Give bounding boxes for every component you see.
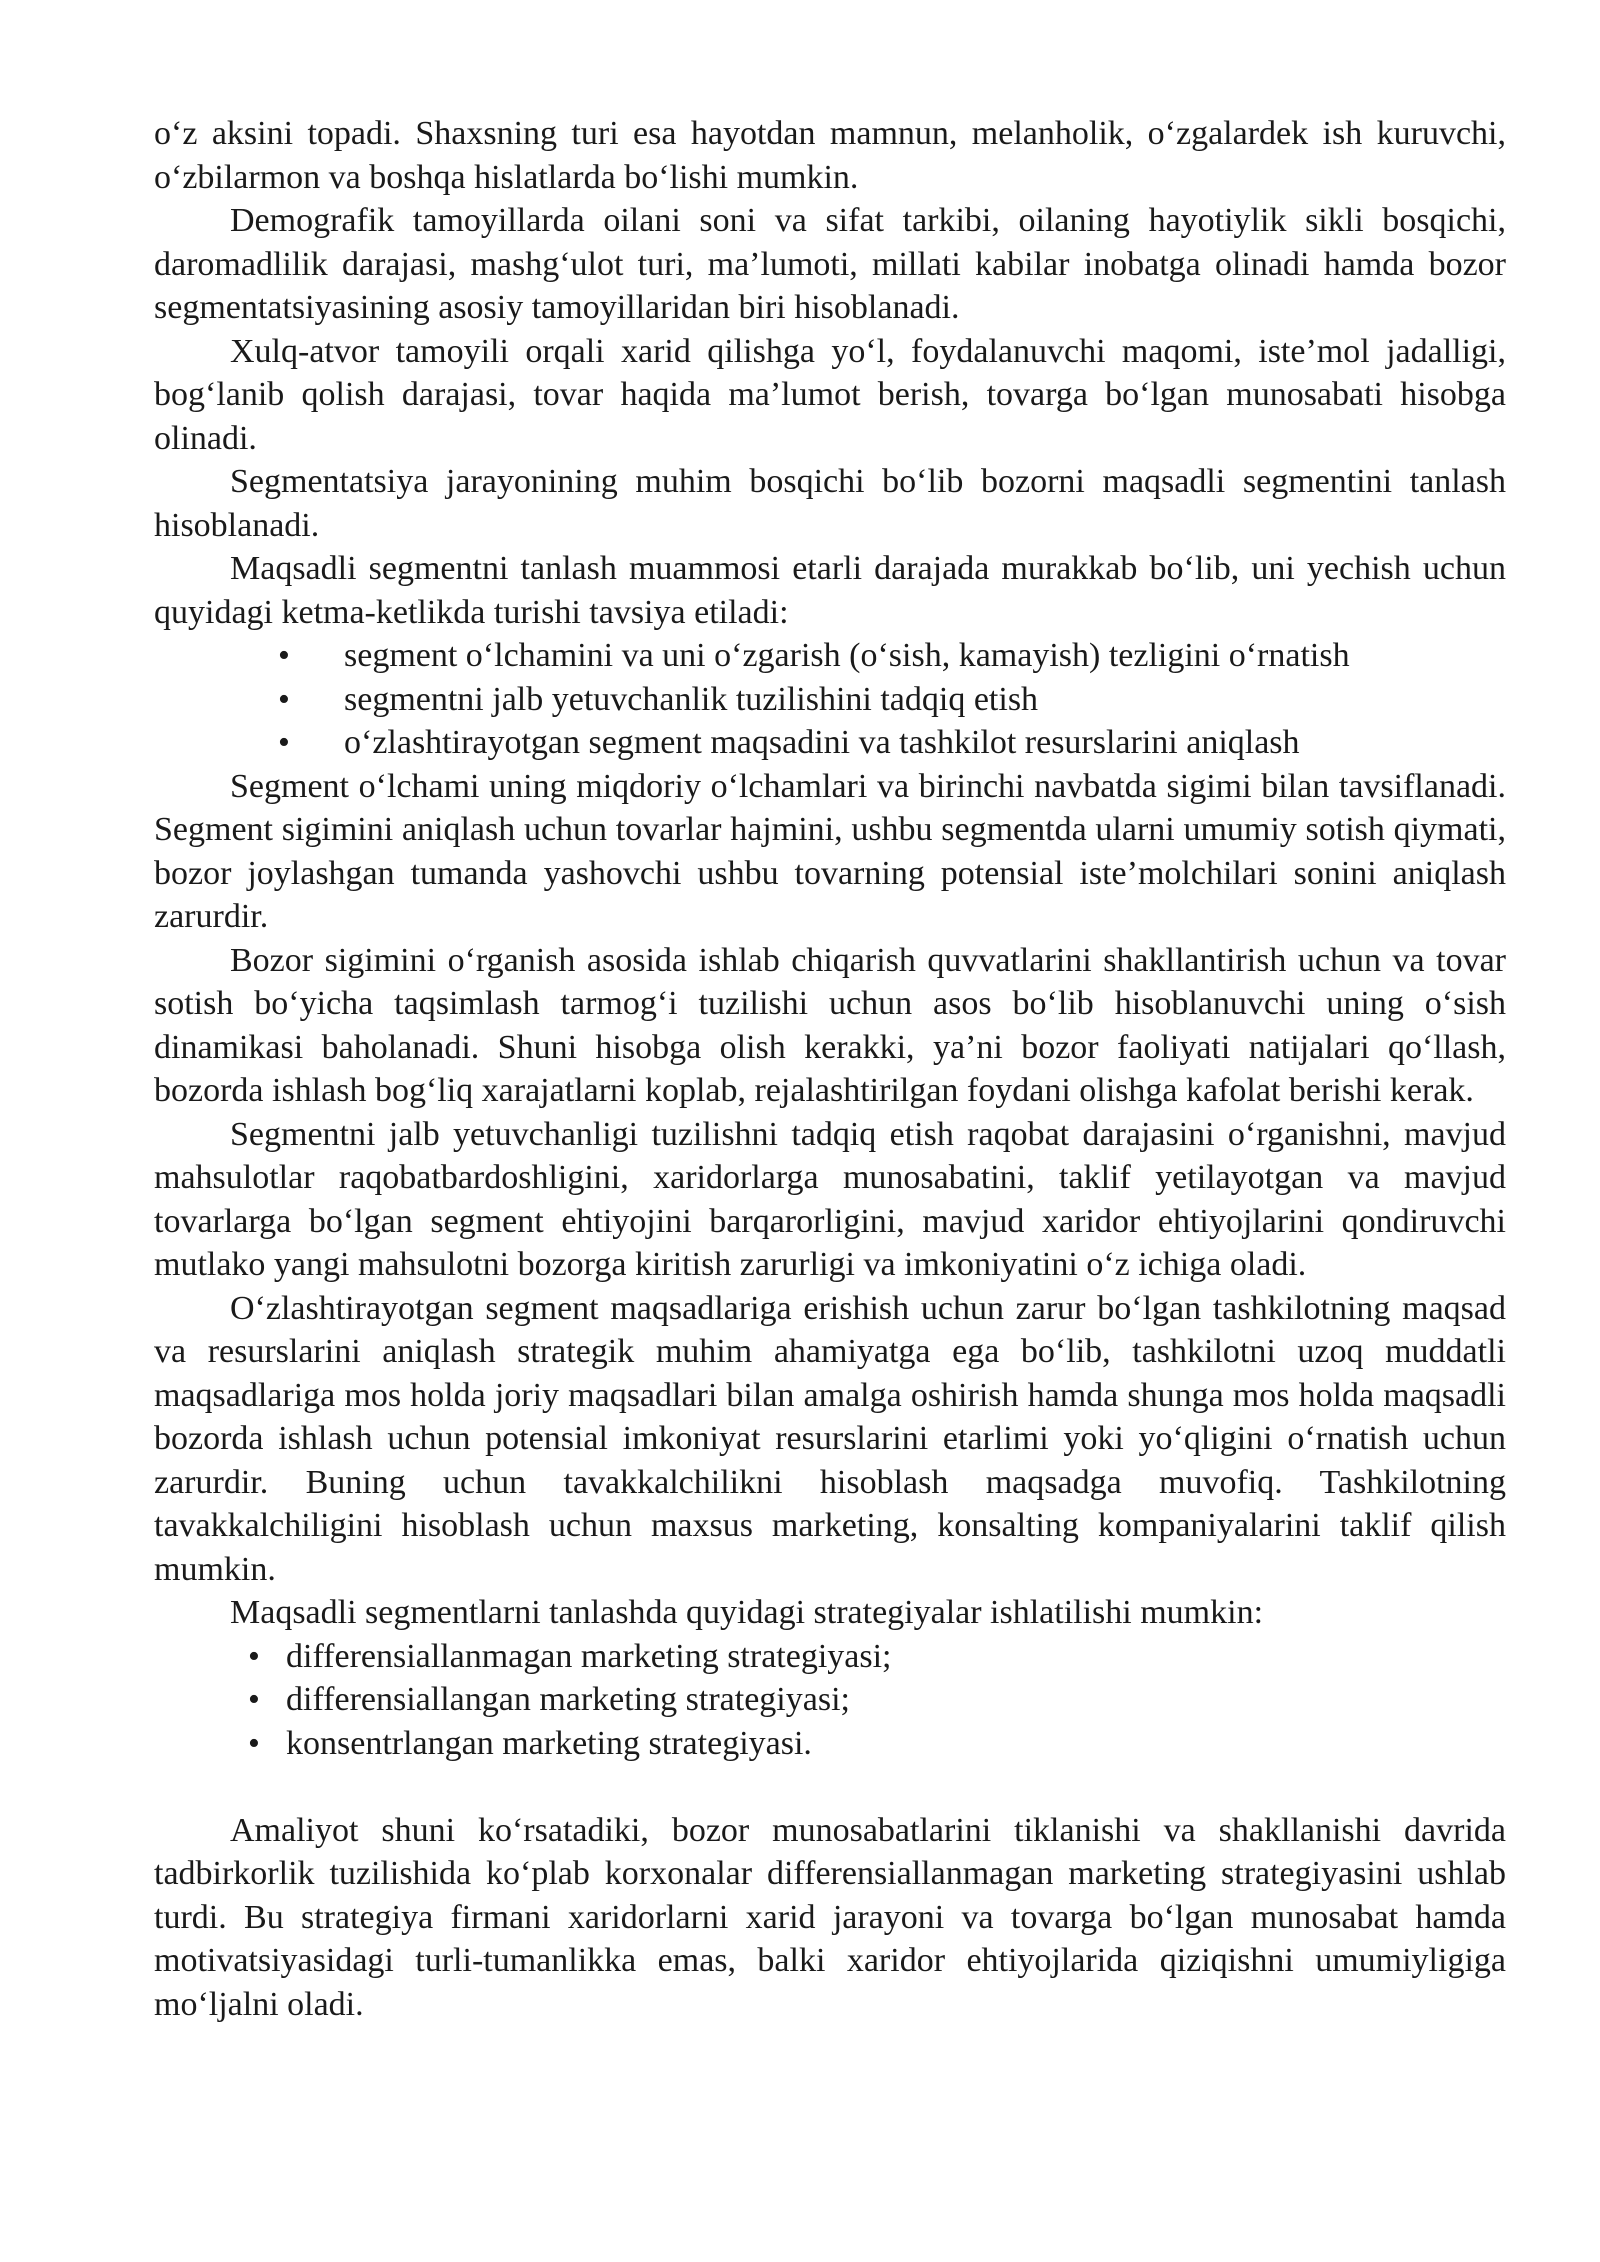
paragraph: Segment o‘lchami uning miqdoriy o‘lchamlari va birinchi navbatda sigimi bilan tavsiflanadi. Segment sigimini aniqlash uchun tovarlar hajmini, ushbu segmentda ularni umumiy sotish qiymati, bozor joylashgan tumanda yashovchi ushbu tovarning potensial iste’molchilari sonini aniqlash zarurdir. [154,767,1506,935]
paragraph: Maqsadli segmentni tanlash muammosi etarli darajada murakkab bo‘lib, uni yechish uchun quyidagi ketma-ketlikda turishi tavsiya etiladi: [154,550,1506,631]
list-item-text: segmentni jalb yetuvchanlik tuzilishini tadqiq etish [344,680,1039,718]
bullet-icon: • [278,680,290,718]
list-item-text: differensiallangan marketing strategiyasi; [286,1681,850,1718]
list-item [154,678,1506,722]
paragraph: Segmentni jalb yetuvchanligi tuzilishni tadqiq etish raqobat darajasini o‘rganishni, mavjud mahsulotlar raqobatbardoshligini, xaridorlarga munosabatini, taklif yetilayotgan va mavjud tovarlarga bo‘lgan segment ehtiyojini barqarorligini, mavjud xaridor ehtiyojlarini qondiruvchi mutlako yangi mahsulotni bozorga kiritish zarurligi va imkoniyatini o‘z ichiga oladi. [154,1115,1506,1283]
paragraph: O‘zlashtirayotgan segment maqsadlariga erishish uchun zarur bo‘lgan tashkilotning maqsad va resurslarini aniqlash strategik muhim ahamiyatga ega bo‘lib, tashkilotni uzoq muddatli maqsadlariga mos holda joriy maqsadlari bilan amalga oshirish hamda shunga mos holda maqsadli bozorda ishlash uchun potensial imkoniyat resurslarini etarlimi yoki yo‘qligini o‘rnatish uchun zarurdir. Buning uchun tavakkalchilikni hisoblash maqsadga muvofiq. Tashkilotning tavakkalchiligini hisoblash uchun maxsus marketing, konsalting kompaniyalarini taklif qilish mumkin. [154,1289,1506,1588]
paragraph: Maqsadli segmentlarni tanlashda quyidagi strategiyalar ishlatilishi mumkin: [230,1594,1264,1631]
list-item [154,634,1506,678]
bullet-icon: • [248,1724,260,1762]
paragraph: Amaliyot shuni ko‘rsatadiki, bozor munosabatlarini tiklanishi va shakllanishi davrida tadbirkorlik tuzilishida ko‘plab korxonalar differensiallanmagan marketing strategiyasini ushlab turdi. Bu strategiya firmani xaridorlarni xarid jarayoni va tovarga bo‘lgan munosabat hamda motivatsiyasidagi turli-tumanlikka emas, balki xaridor ehtiyojlarida qiziqishni umumiyligiga mo‘ljalni oladi. [154,1811,1506,2023]
list-item [154,1635,1506,1679]
paragraph: Bozor sigimini o‘rganish asosida ishlab chiqarish quvvatlarini shakllantirish uchun va tovar sotish bo‘yicha taqsimlash tarmog‘i tuzilishi uchun asos bo‘lib hisoblanuvchi uning o‘sish dinamikasi baholanadi. Shuni hisobga olish kerakki, ya’ni bozor faoliyati natijalari qo‘llash, bozorda ishlash bog‘liq xarajatlarni koplab, rejalashtirilgan foydani olishga kafolat berishi kerak. [154,941,1506,1109]
bullet-list [154,1635,1506,1766]
list-item [154,1722,1506,1766]
bullet-icon: • [248,1681,260,1718]
document-page [154,112,1506,2026]
list-item-text: o‘zlashtirayotgan segment maqsadini va tashkilot resurslarini aniqlash [344,724,1300,761]
list-item-text: segment o‘lchamini va uni o‘zgarish (o‘sish, kamayish) tezligini o‘rnatish [344,637,1350,674]
bullet-icon: • [278,637,290,674]
paragraph: Demografik tamoyillarda oilani soni va sifat tarkibi, oilaning hayotiylik sikli bosqichi, daromadlilik darajasi, mashg‘ulot turi, ma’lumoti, millati kabilar inobatga olinadi hamda bozor segmentatsiyasining asosiy tamoyillaridan biri hisoblanadi. [154,202,1506,326]
paragraph: Segmentatsiya jarayonining muhim bosqichi bo‘lib bozorni maqsadli segmentini tanlash hisoblanadi. [154,463,1506,544]
list-item [154,721,1506,765]
paragraph: Xulq-atvor tamoyili orqali xarid qilishga yo‘l, foydalanuvchi maqomi, iste’mol jadalligi, bog‘lanib qolish darajasi, tovar haqida ma’lumot berish, tovarga bo‘lgan munosabati hisobga olinadi. [154,332,1506,457]
paragraph: o‘z aksini topadi. Shaxsning turi esa hayotdan mamnun, melanholik, o‘zgalardek ish kuruvchi, o‘zbilarmon va boshqa hislatlarda bo‘lishi mumkin. [154,115,1506,196]
bullet-list [154,634,1506,765]
list-item-text: konsentrlangan marketing strategiyasi. [286,1724,812,1762]
blank-line [154,1765,1506,1809]
list-item [154,1678,1506,1722]
list-item-text: differensiallanmagan marketing strategiyasi; [286,1637,892,1675]
bullet-icon: • [248,1637,260,1675]
bullet-icon: • [278,724,290,761]
